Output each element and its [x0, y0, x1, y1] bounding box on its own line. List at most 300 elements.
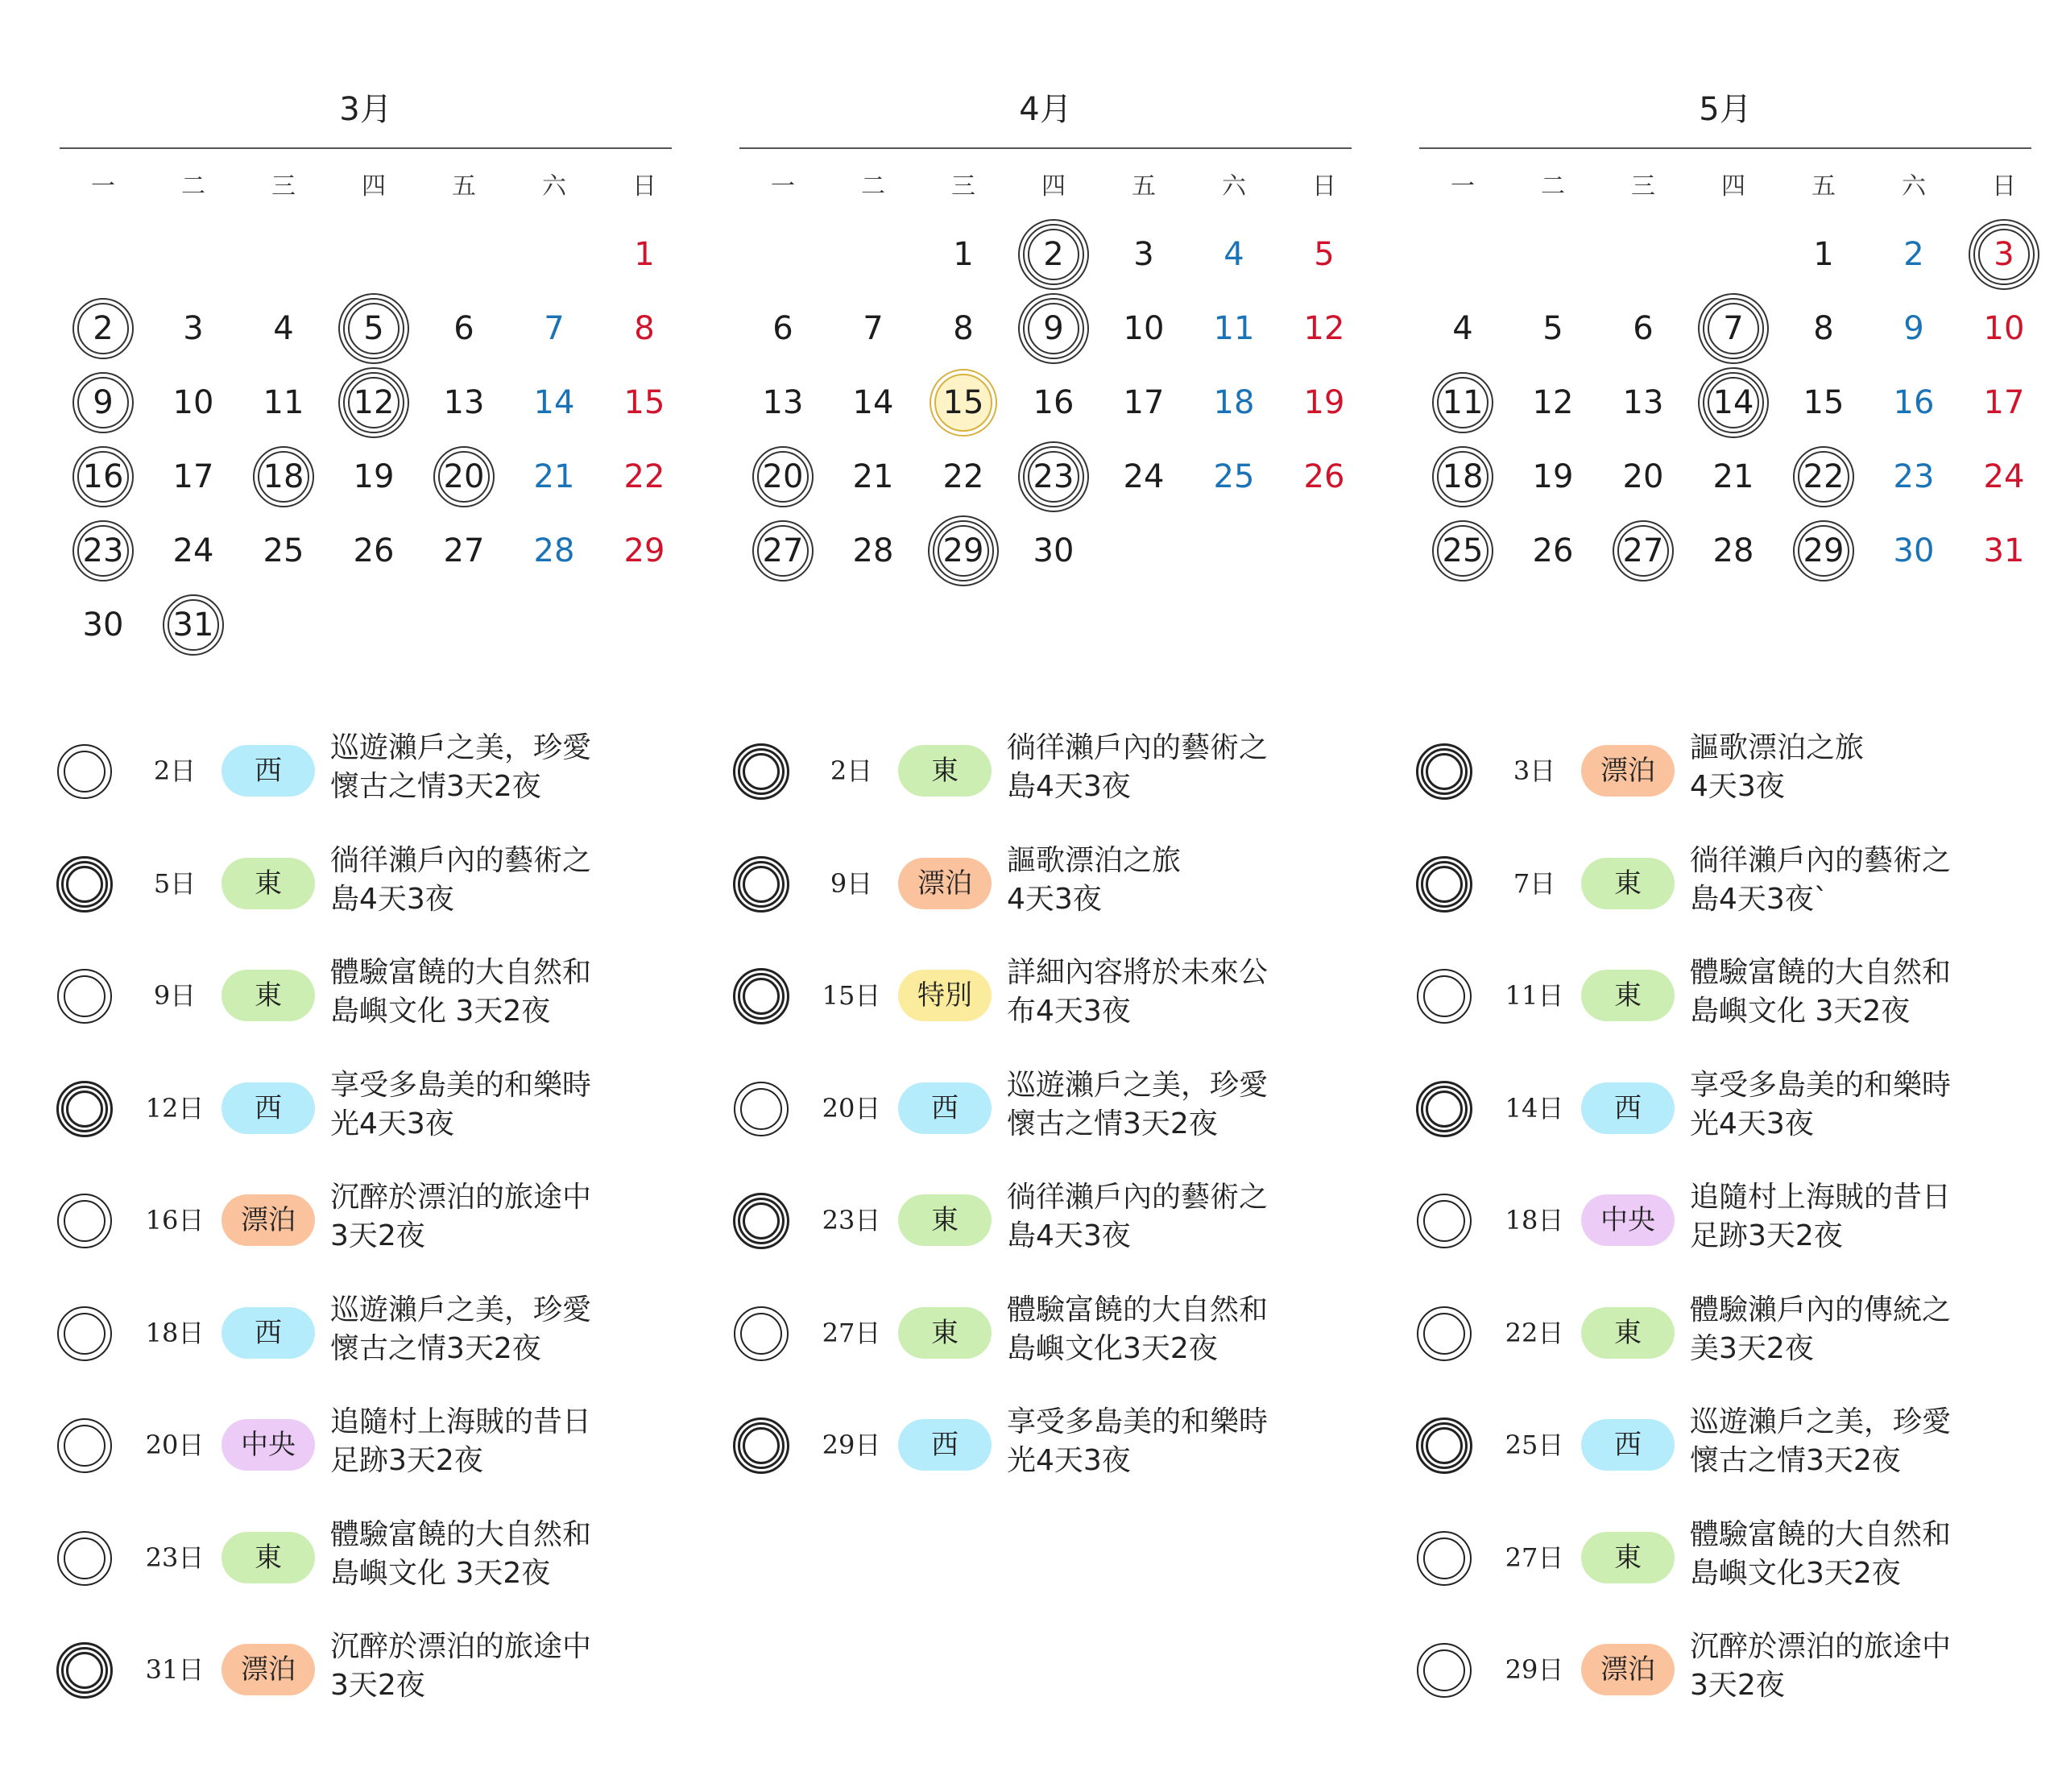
- calendar-day[interactable]: [1008, 293, 1099, 364]
- route-tag-badge: 漂泊: [222, 1194, 315, 1246]
- day-number: 30: [82, 606, 124, 644]
- calendar-day[interactable]: [1778, 293, 1869, 364]
- day-number: 4: [1224, 236, 1244, 273]
- event-title[interactable]: 享受多島美的和樂時 光4天3夜: [1690, 1068, 1952, 1140]
- event-date: 27日: [1505, 1542, 1564, 1573]
- ring-icon: [56, 1306, 113, 1362]
- calendar-day[interactable]: [1099, 219, 1189, 290]
- day-number: 13: [1622, 384, 1664, 421]
- event-title[interactable]: 巡遊瀨戶之美，珍愛 懷古之情3天2夜: [1690, 1405, 1952, 1477]
- day-number: 28: [1712, 532, 1754, 569]
- ring-icon: [56, 1642, 113, 1699]
- calendar-day[interactable]: [828, 515, 918, 586]
- ring-icon-stroke: [64, 1425, 106, 1467]
- event-date: 20日: [145, 1430, 205, 1460]
- calendar-day[interactable]: [1418, 515, 1508, 586]
- calendar-day[interactable]: [1959, 367, 2049, 438]
- event-title[interactable]: 追隨村上海賊的昔日 足跡3天2夜: [330, 1405, 592, 1477]
- day-number: 23: [1033, 458, 1074, 495]
- day-number: 28: [533, 532, 575, 569]
- event-date: 15日: [822, 980, 881, 1011]
- route-tag-badge: 中央: [1581, 1194, 1675, 1246]
- route-tag-badge: 西: [898, 1419, 992, 1471]
- event-item[interactable]: [1416, 1170, 2028, 1267]
- weekday-label: 一: [91, 172, 115, 201]
- day-number: 3: [183, 310, 204, 347]
- route-tag-badge: 東: [1581, 1307, 1675, 1359]
- event-item[interactable]: [733, 946, 1345, 1042]
- ring-icon-stroke: [66, 1652, 103, 1689]
- day-number: 22: [623, 458, 665, 495]
- day-number: 31: [1983, 532, 2025, 569]
- event-title[interactable]: 徜徉瀨戶內的藝術之 島4天3夜: [1007, 731, 1269, 803]
- event-date: 7日: [1513, 867, 1556, 899]
- calendar-day[interactable]: [148, 441, 238, 512]
- event-item[interactable]: [56, 1395, 669, 1492]
- calendar-day[interactable]: [58, 441, 148, 512]
- ring-icon: [733, 1417, 789, 1474]
- calendar-day[interactable]: [1959, 515, 2049, 586]
- day-number: 2: [1903, 236, 1924, 273]
- calendar-day[interactable]: [419, 441, 509, 512]
- event-date: 29日: [822, 1430, 881, 1460]
- calendar-day[interactable]: [918, 515, 1008, 586]
- route-tag-badge: 東: [1581, 858, 1675, 909]
- event-date: 14日: [1505, 1092, 1564, 1124]
- event-date: 22日: [1505, 1317, 1564, 1348]
- ring-icon: [1416, 968, 1472, 1024]
- event-item[interactable]: [733, 1283, 1345, 1380]
- event-item[interactable]: [1416, 834, 2028, 930]
- day-number: 17: [172, 458, 214, 495]
- calendar-day[interactable]: [509, 515, 599, 586]
- calendar-day[interactable]: [1869, 293, 1959, 364]
- event-title[interactable]: 享受多島美的和樂時 光4天3夜: [1007, 1405, 1269, 1477]
- event-title[interactable]: 徜徉瀨戶內的藝術之 島4天3夜`: [1690, 843, 1952, 916]
- weekday-label: 五: [1132, 172, 1156, 201]
- calendar-day[interactable]: [1598, 515, 1688, 586]
- day-number: 26: [1303, 458, 1345, 495]
- event-item[interactable]: [56, 1283, 669, 1380]
- weekday-label: 六: [542, 172, 566, 201]
- calendar-day[interactable]: [1189, 293, 1279, 364]
- calendar-day[interactable]: [1099, 441, 1189, 512]
- weekday-label: 日: [632, 172, 656, 201]
- event-date: 27日: [822, 1317, 881, 1348]
- calendar-day[interactable]: [918, 367, 1008, 438]
- day-number: 10: [1983, 310, 2025, 347]
- calendar-day[interactable]: [1418, 367, 1508, 438]
- event-title[interactable]: 巡遊瀨戶之美，珍愛 懷古之情3天2夜: [330, 1293, 592, 1365]
- weekday-label: 三: [1631, 172, 1655, 201]
- calendar-day[interactable]: [738, 441, 828, 512]
- route-tag-badge: 西: [222, 745, 315, 797]
- event-title[interactable]: 體驗富饒的大自然和 島嶼文化 3天2夜: [330, 1517, 592, 1590]
- month-title: 5月: [1699, 91, 1752, 128]
- weekday-label: 二: [181, 172, 205, 201]
- calendar-day[interactable]: [419, 367, 509, 438]
- calendar-day[interactable]: [599, 219, 689, 290]
- event-title[interactable]: 沉醉於漂泊的旅途中 3天2夜: [1690, 1630, 1952, 1702]
- route-tag-badge: 東: [222, 858, 315, 909]
- calendar-day[interactable]: [1778, 515, 1869, 586]
- route-tag-badge: 漂泊: [1581, 745, 1675, 797]
- calendar-day[interactable]: [1279, 367, 1369, 438]
- event-item[interactable]: [1416, 1058, 2028, 1155]
- ring-icon-stroke: [743, 978, 780, 1015]
- event-item[interactable]: [56, 946, 669, 1042]
- route-tag-badge: 漂泊: [1581, 1644, 1675, 1695]
- calendar-day[interactable]: [419, 515, 509, 586]
- event-date: 31日: [145, 1654, 205, 1685]
- day-number: 12: [353, 384, 395, 421]
- calendar-day[interactable]: [918, 293, 1008, 364]
- event-title[interactable]: 沉醉於漂泊的旅途中 3天2夜: [330, 1181, 592, 1252]
- event-date: 18日: [145, 1317, 205, 1348]
- day-number: 2: [1043, 236, 1064, 273]
- ring-icon-stroke: [743, 1427, 780, 1464]
- ring-icon: [56, 1417, 113, 1474]
- day-number: 20: [762, 458, 804, 495]
- day-number: 7: [863, 310, 884, 347]
- day-number: 14: [1712, 384, 1754, 421]
- calendar-day[interactable]: [599, 293, 689, 364]
- month-divider: [739, 147, 1352, 149]
- calendar-day[interactable]: [1099, 293, 1189, 364]
- day-number: 6: [1633, 310, 1654, 347]
- calendar-day[interactable]: [1508, 515, 1598, 586]
- calendar-day[interactable]: [238, 515, 329, 586]
- calendar-day[interactable]: [1869, 219, 1959, 290]
- calendar-day[interactable]: [599, 441, 689, 512]
- month-title: 3月: [339, 91, 392, 128]
- ring-icon-stroke: [66, 866, 103, 903]
- day-number: 15: [1803, 384, 1845, 421]
- event-title[interactable]: 謳歌漂泊之旅 4天3夜: [1690, 731, 1865, 803]
- day-number: 30: [1893, 532, 1935, 569]
- ring-icon: [733, 1306, 789, 1362]
- day-number: 16: [1893, 384, 1935, 421]
- ring-icon: [733, 743, 789, 800]
- ring-icon-stroke: [1423, 1537, 1465, 1579]
- day-number: 10: [1123, 310, 1165, 347]
- event-item[interactable]: [1416, 1283, 2028, 1380]
- event-item[interactable]: [56, 834, 669, 930]
- calendar-day[interactable]: [1598, 441, 1688, 512]
- calendar-day[interactable]: [738, 293, 828, 364]
- calendar-day[interactable]: [1418, 441, 1508, 512]
- day-number: 14: [852, 384, 894, 421]
- ring-icon-stroke: [740, 1313, 782, 1355]
- calendar-day[interactable]: [329, 367, 419, 438]
- day-number: 9: [1903, 310, 1924, 347]
- calendar-day[interactable]: [1869, 515, 1959, 586]
- calendar-day[interactable]: [238, 293, 329, 364]
- calendar-day[interactable]: [1598, 367, 1688, 438]
- event-date: 11日: [1505, 980, 1564, 1011]
- calendar-day[interactable]: [1508, 441, 1598, 512]
- day-number: 27: [762, 532, 804, 569]
- calendar-day[interactable]: [329, 441, 419, 512]
- event-item[interactable]: [56, 721, 669, 817]
- calendar-day[interactable]: [238, 441, 329, 512]
- event-title[interactable]: 謳歌漂泊之旅 4天3夜: [1007, 843, 1182, 916]
- day-number: 26: [353, 532, 395, 569]
- day-number: 1: [634, 236, 655, 273]
- calendar-day[interactable]: [1279, 293, 1369, 364]
- day-number: 25: [1442, 532, 1484, 569]
- weekday-label: 四: [1041, 172, 1066, 201]
- calendar-day[interactable]: [329, 293, 419, 364]
- calendar-day[interactable]: [1189, 219, 1279, 290]
- calendar-day[interactable]: [1189, 441, 1279, 512]
- ring-icon-stroke: [1426, 1091, 1463, 1128]
- calendar-day[interactable]: [1688, 367, 1778, 438]
- day-number: 24: [1983, 458, 2025, 495]
- calendar-day[interactable]: [1688, 293, 1778, 364]
- calendar-day[interactable]: [1688, 441, 1778, 512]
- event-title[interactable]: 體驗富饒的大自然和 島嶼文化3天2夜: [1690, 1517, 1952, 1590]
- weekday-label: 二: [1541, 172, 1565, 201]
- calendar-day[interactable]: [1778, 441, 1869, 512]
- ring-icon: [56, 856, 113, 913]
- ring-icon-stroke: [1423, 1200, 1465, 1242]
- day-number: 21: [533, 458, 575, 495]
- day-number: 24: [1123, 458, 1165, 495]
- day-number: 16: [82, 458, 124, 495]
- day-number: 18: [1213, 384, 1255, 421]
- month-divider: [60, 147, 672, 149]
- event-date: 16日: [145, 1205, 205, 1235]
- day-number: 15: [623, 384, 665, 421]
- calendar-day[interactable]: [509, 367, 599, 438]
- weekday-label: 二: [861, 172, 885, 201]
- calendar-day[interactable]: [599, 515, 689, 586]
- calendar-day[interactable]: [918, 219, 1008, 290]
- calendar-day[interactable]: [1508, 293, 1598, 364]
- day-number: 17: [1983, 384, 2025, 421]
- weekday-label: 一: [1451, 172, 1475, 201]
- event-date: 20日: [822, 1092, 881, 1124]
- route-tag-badge: 西: [1581, 1082, 1675, 1134]
- day-number: 9: [93, 384, 114, 421]
- calendar-day[interactable]: [828, 367, 918, 438]
- calendar-day[interactable]: [918, 441, 1008, 512]
- event-item[interactable]: [733, 834, 1345, 930]
- ring-icon: [56, 1193, 113, 1249]
- calendar-day[interactable]: [1688, 515, 1778, 586]
- calendar-day[interactable]: [1959, 441, 2049, 512]
- calendar-day[interactable]: [509, 293, 599, 364]
- calendar-day[interactable]: [1008, 367, 1099, 438]
- calendar-day[interactable]: [329, 515, 419, 586]
- calendar-day[interactable]: [1598, 293, 1688, 364]
- event-title[interactable]: 沉醉於漂泊的旅途中 3天2夜: [330, 1630, 592, 1702]
- ring-icon: [56, 743, 113, 800]
- weekday-label: 三: [951, 172, 975, 201]
- weekday-label: 四: [362, 172, 386, 201]
- day-number: 15: [942, 384, 984, 421]
- calendar-day[interactable]: [1279, 441, 1369, 512]
- route-tag-badge: 東: [898, 745, 992, 797]
- day-number: 1: [953, 236, 974, 273]
- calendar-day[interactable]: [58, 367, 148, 438]
- day-number: 3: [1133, 236, 1154, 273]
- day-number: 13: [762, 384, 804, 421]
- weekday-label: 日: [1992, 172, 2016, 201]
- event-item[interactable]: [56, 1058, 669, 1155]
- ring-icon: [1416, 1530, 1472, 1587]
- calendar-day[interactable]: [1869, 367, 1959, 438]
- event-item[interactable]: [1416, 1508, 2028, 1604]
- calendar-day[interactable]: [58, 515, 148, 586]
- event-title[interactable]: 徜徉瀨戶內的藝術之 島4天3夜: [1007, 1181, 1269, 1252]
- route-tag-badge: 東: [898, 1307, 992, 1359]
- ring-icon: [56, 1530, 113, 1587]
- day-number: 27: [443, 532, 485, 569]
- event-title[interactable]: 體驗瀨戶內的傳統之 美3天2夜: [1690, 1293, 1952, 1365]
- calendar-day[interactable]: [1189, 367, 1279, 438]
- day-number: 19: [1303, 384, 1345, 421]
- ring-icon: [1416, 1193, 1472, 1249]
- event-date: 3日: [1513, 755, 1556, 786]
- ring-icon: [1416, 1417, 1472, 1474]
- day-number: 6: [772, 310, 793, 347]
- ring-icon-stroke: [66, 1091, 103, 1128]
- calendar-day[interactable]: [148, 293, 238, 364]
- weekday-label: 五: [452, 172, 476, 201]
- ring-icon-stroke: [1426, 753, 1463, 790]
- event-date: 25日: [1505, 1430, 1564, 1460]
- ring-icon-stroke: [1426, 1427, 1463, 1464]
- calendar-day[interactable]: [1778, 367, 1869, 438]
- calendar-day[interactable]: [1008, 515, 1099, 586]
- event-date: 29日: [1505, 1654, 1564, 1685]
- event-item[interactable]: [1416, 1620, 2028, 1716]
- day-number: 1: [1813, 236, 1834, 273]
- calendar-day[interactable]: [1959, 219, 2049, 290]
- event-item[interactable]: [733, 721, 1345, 817]
- event-title[interactable]: 追隨村上海賊的昔日 足跡3天2夜: [1690, 1181, 1952, 1252]
- calendar-day[interactable]: [1099, 367, 1189, 438]
- day-number: 13: [443, 384, 485, 421]
- ring-icon: [733, 968, 789, 1024]
- calendar-day[interactable]: [1869, 441, 1959, 512]
- event-item[interactable]: [1416, 1395, 2028, 1492]
- route-tag-badge: 東: [1581, 970, 1675, 1021]
- day-number: 10: [172, 384, 214, 421]
- ring-icon: [733, 1193, 789, 1249]
- event-item[interactable]: [733, 1395, 1345, 1492]
- event-item[interactable]: [1416, 946, 2028, 1042]
- route-tag-badge: 西: [898, 1082, 992, 1134]
- day-number: 11: [1213, 310, 1255, 347]
- event-item[interactable]: [56, 1620, 669, 1716]
- calendar-day[interactable]: [599, 367, 689, 438]
- calendar-day[interactable]: [419, 293, 509, 364]
- ring-icon-stroke: [1423, 1649, 1465, 1691]
- route-tag-badge: 東: [898, 1194, 992, 1246]
- ring-icon-stroke: [64, 1537, 106, 1579]
- ring-icon: [1416, 1306, 1472, 1362]
- day-number: 5: [1314, 236, 1335, 273]
- day-number: 23: [82, 532, 124, 569]
- calendar-day[interactable]: [828, 441, 918, 512]
- weekday-label: 三: [271, 172, 296, 201]
- day-number: 29: [623, 532, 665, 569]
- calendar-day[interactable]: [1778, 219, 1869, 290]
- event-title[interactable]: 體驗富饒的大自然和 島嶼文化 3天2夜: [330, 956, 592, 1028]
- ring-icon: [1416, 743, 1472, 800]
- calendar-day[interactable]: [148, 590, 238, 660]
- route-tag-badge: 東: [222, 1532, 315, 1583]
- ring-icon-stroke: [1423, 1313, 1465, 1355]
- calendar-day[interactable]: [1279, 219, 1369, 290]
- calendar-day[interactable]: [738, 367, 828, 438]
- day-number: 21: [1712, 458, 1754, 495]
- calendar-day[interactable]: [238, 367, 329, 438]
- day-number: 29: [942, 532, 984, 569]
- calendar-day[interactable]: [1008, 441, 1099, 512]
- calendar-day[interactable]: [828, 293, 918, 364]
- day-number: 20: [443, 458, 485, 495]
- event-title[interactable]: 享受多島美的和樂時 光4天3夜: [330, 1068, 592, 1140]
- day-number: 12: [1303, 310, 1345, 347]
- calendar-day[interactable]: [1959, 293, 2049, 364]
- day-number: 6: [453, 310, 474, 347]
- day-number: 3: [1994, 236, 2014, 273]
- ring-icon: [733, 856, 789, 913]
- event-title[interactable]: 體驗富饒的大自然和 島嶼文化 3天2夜: [1690, 956, 1952, 1028]
- route-tag-badge: 中央: [222, 1419, 315, 1471]
- day-number: 17: [1123, 384, 1165, 421]
- event-item[interactable]: [1416, 721, 2028, 817]
- calendar-day[interactable]: [738, 515, 828, 586]
- event-title[interactable]: 詳細內容將於未來公 布4天3夜: [1007, 956, 1269, 1028]
- event-title[interactable]: 巡遊瀨戶之美，珍愛 懷古之情3天2夜: [330, 731, 592, 803]
- event-title[interactable]: 巡遊瀨戶之美，珍愛 懷古之情3天2夜: [1007, 1068, 1269, 1140]
- event-item[interactable]: [733, 1058, 1345, 1155]
- calendar-day[interactable]: [58, 590, 148, 660]
- ring-icon-stroke: [743, 753, 780, 790]
- calendar-day[interactable]: [509, 441, 599, 512]
- ring-icon-stroke: [64, 1200, 106, 1242]
- day-number: 20: [1622, 458, 1664, 495]
- day-number: 4: [1452, 310, 1473, 347]
- event-title[interactable]: 徜徉瀨戶內的藝術之 島4天3夜: [330, 843, 592, 916]
- route-tag-badge: 西: [1581, 1419, 1675, 1471]
- month-title: 4月: [1019, 91, 1072, 128]
- day-number: 22: [1803, 458, 1845, 495]
- event-item[interactable]: [733, 1170, 1345, 1267]
- calendar-day[interactable]: [58, 293, 148, 364]
- calendar-day[interactable]: [1418, 293, 1508, 364]
- event-date: 9日: [153, 980, 197, 1011]
- route-tag-badge: 東: [1581, 1532, 1675, 1583]
- calendar-day[interactable]: [148, 367, 238, 438]
- weekday-label: 日: [1312, 172, 1336, 201]
- route-tag-badge: 漂泊: [222, 1644, 315, 1695]
- calendar-day[interactable]: [1008, 219, 1099, 290]
- calendar-day[interactable]: [1508, 367, 1598, 438]
- day-number: 30: [1033, 532, 1074, 569]
- event-item[interactable]: [56, 1508, 669, 1604]
- weekday-label: 五: [1811, 172, 1836, 201]
- event-title[interactable]: 體驗富饒的大自然和 島嶼文化3天2夜: [1007, 1293, 1269, 1365]
- calendar-day[interactable]: [148, 515, 238, 586]
- day-number: 18: [1442, 458, 1484, 495]
- event-item[interactable]: [56, 1170, 669, 1267]
